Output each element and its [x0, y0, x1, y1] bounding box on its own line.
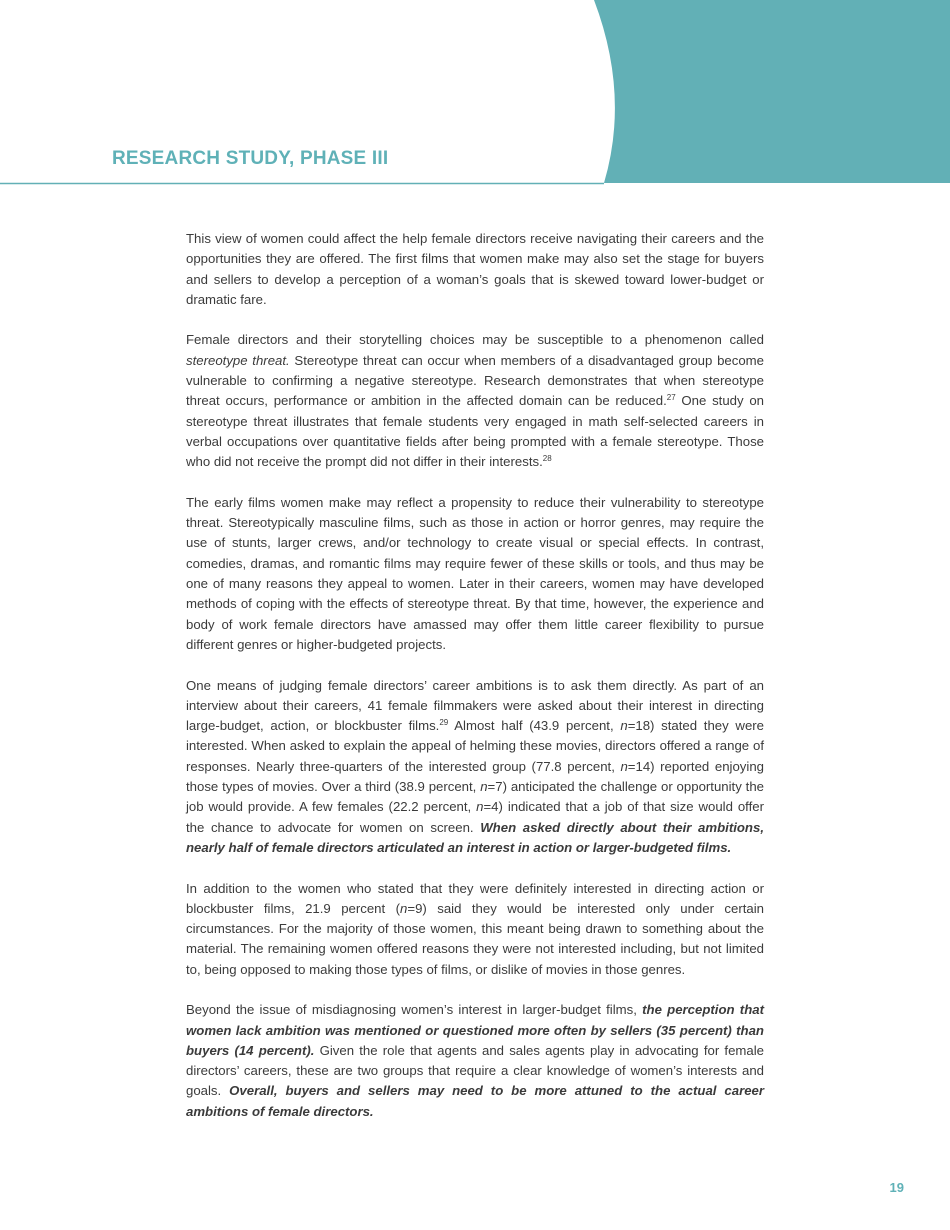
- teal-arc-shape: [594, 0, 950, 183]
- paragraph-5: In addition to the women who stated that they were definitely interested in directing action or blockbuster films, 21.9 percent (n=9) said they would be interested only under certain circumstances. For the majority of those women, this meant being drawn to something about the material. The remaining women offered reasons they were not interested including, but not limited to, being opposed to making those types of films, or dislike of movies in those genres.: [186, 880, 765, 977]
- section-title: RESEARCH STUDY, PHASE III: [112, 148, 389, 169]
- paragraph-1: This view of women could affect the help female directors receive navigating their careers and the opportunities they are offered. The first films that women make may also set the stage for buyers and sellers to develop a perception of a woman’s goals that is skewed toward lower-budget or dramatic fare.: [186, 231, 764, 307]
- key-finding-attuned: Overall, buyers and sellers may need to be more attuned to the actual career ambitions of female directors.: [186, 1083, 765, 1119]
- page-number: 19: [889, 1180, 904, 1195]
- key-finding-ambitions: When asked directly about their ambitions, nearly half of female directors articulated an interest in action or larger-budgeted films.: [186, 819, 764, 855]
- paragraph-4: One means of judging female directors’ career ambitions is to ask them directly. As part of an interview about their careers, 41 female filmmakers were asked about their interest in directing large-budget, action, or blockbuster films.$^{29}$ Almost half (43.9 percent, n=18) stated they were interested. When asked to explain the appeal of helming these movies, directors offered a range of responses. Nearly three-quarters of the interested group (77.8 percent, n=14) reported enjoying those types of movies. Over a third (38.9 percent, n=7) anticipated the challenge or opportunity the job would provide. A few females (22.2 percent, n=4) indicated that a job of that size would offer the chance to advocate for women on screen. When asked directly about their ambitions, nearly half of female directors articulated an interest in action or larger-budgeted films.: [186, 677, 765, 855]
- footnote-ref-29: 29: [439, 718, 449, 728]
- article-body: [186, 229, 764, 1142]
- footnote-ref-27: 27: [666, 393, 676, 403]
- paragraph-6: Beyond the issue of misdiagnosing women’s interest in larger-budget films, the perception that women lack ambition was mentioned or questioned more often by sellers (35 percent) than buyers (14 percent). Given the role that agents and sales agents play in advocating for female directors’ careers, these are two groups that require a clear knowledge of women’s interests and goals. Overall, buyers and sellers may need to be more attuned to the actual career ambitions of female directors.: [186, 1002, 765, 1119]
- paragraph-3: The early films women make may reflect a propensity to reduce their vulnerability to stereotype threat. Stereotypically masculine films, such as those in action or horror genres, may require the use of stunts, larger crews, and/or technology to create visual or special effects. In contrast, comedies, dramas, and romantic films may require fewer of these skills or tools, and thus may be one of many reasons they appeal to women. Later in their careers, women may have developed methods of coping with the effects of stereotype threat. By that time, however, the experience and body of work female directors have amassed may offer them little career flexibility to pursue different genres or higher-budgeted projects.: [186, 494, 764, 652]
- paragraph-2: Female directors and their storytelling choices may be susceptible to a phenomenon called stereotype threat. Stereotype threat can occur when members of a disadvantaged group become vulnerable to confirming a negative stereotype. Research demonstrates that when stereotype threat occurs, performance or ambition in the affected domain can be reduced.$^{27}$ One study on stereotype threat illustrates that female students very engaged in math self-selected careers in verbal occupations over quantitative fields after being prompted with a female stereotype. Those who did not receive the prompt did not differ in their interests.$^{28}$: [186, 332, 765, 470]
- footnote-ref-28: 28: [542, 454, 552, 464]
- key-finding-perception: the perception that women lack ambition was mentioned or questioned more often by sellers (35 percent) than buyers (14 percent).: [186, 1002, 764, 1058]
- term-stereotype-threat: stereotype threat.: [186, 352, 290, 368]
